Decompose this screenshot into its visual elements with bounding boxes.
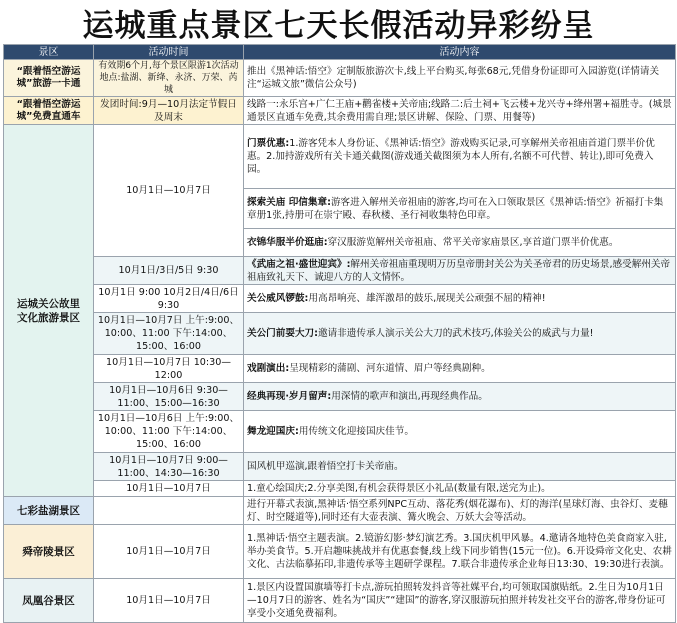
table-row bbox=[4, 481, 676, 497]
content-cell bbox=[244, 125, 676, 189]
header-time: 活动时间 bbox=[94, 45, 244, 60]
time-cell: 10月1日—10月7日 bbox=[94, 125, 244, 257]
table-row bbox=[4, 579, 676, 623]
content-cell bbox=[244, 411, 676, 453]
area-cell: “跟着悟空游运城”旅游一卡通 bbox=[4, 60, 94, 97]
area-cell: “跟着悟空游运城”免费直通车 bbox=[4, 97, 94, 125]
table-row bbox=[4, 125, 676, 189]
area-cell: 凤凰谷景区 bbox=[4, 579, 94, 623]
content-cell: 1.景区内设置国旗墙等打卡点,游玩拍照转发抖音等社媒平台,均可领取国旗贴纸。2.生日为10月1日—10月7日的游客、姓名为“国庆”“建国”的游客,穿汉服游玩拍照并转发社交平台的游客,带身份证可享受小交通免费福利。 bbox=[244, 579, 676, 623]
table-row bbox=[4, 411, 676, 453]
time-cell: 10月1日—10月7日 9:00—11:00、14:30—16:30 bbox=[94, 453, 244, 481]
table-row bbox=[4, 313, 676, 355]
activity-lead: 经典再现·岁月留声: bbox=[247, 391, 332, 402]
time-cell: 10月1日—10月7日 上午:9:00、10:00、11:00 下午:14:00、15:00、16:00 bbox=[94, 313, 244, 355]
activity-lead: 关公门前耍大刀: bbox=[247, 328, 318, 339]
time-cell: 10月1日/3日/5日 9:30 bbox=[94, 257, 244, 285]
time-cell: 10月1日—10月6日 上午:9:00、10:00、11:00 下午:14:00、15:00、16:00 bbox=[94, 411, 244, 453]
content-cell: 1.黑神话·悟空主题表演。2.镜游幻影·梦幻演艺秀。3.国庆机甲风暴。4.邀请各地特色美食商家入驻,举办美食节。5.开启趣味挑战并有优惠套餐,线上线下同步销售(15元一位)。6.开设舜帝文化史、农耕文化、古法临摹拓印,非遗传承等主题研学课程。7.联合非遗传承企业每日13:30、19:30进行表演。 bbox=[244, 525, 676, 579]
time-cell: 10月1日—10月7日 bbox=[94, 579, 244, 623]
content-cell bbox=[244, 257, 676, 285]
activity-text: 用高昂响亮、雄浑激昂的鼓乐,展现关公顽强不屈的精神! bbox=[308, 293, 546, 304]
table-row bbox=[4, 285, 676, 313]
time-cell: 10月1日—10月7日 bbox=[94, 481, 244, 497]
content-cell: 线路一:永乐宫+广仁王庙+鹳雀楼+关帝庙;线路二:后土祠+飞云楼+龙兴寺+绛州署+福胜寺。(城景通景区直通车免费,其余费用需自理;景区讲解、保险、门票、用餐等) bbox=[244, 97, 676, 125]
content-cell bbox=[244, 229, 676, 257]
content-cell bbox=[244, 383, 676, 411]
table-row bbox=[4, 525, 676, 579]
activity-lead: 探索关庙 印信集章: bbox=[247, 196, 331, 208]
header-content: 活动内容 bbox=[244, 45, 676, 60]
table-row bbox=[4, 383, 676, 411]
table-row bbox=[4, 453, 676, 481]
content-cell bbox=[244, 355, 676, 383]
activity-lead: 舞龙迎国庆: bbox=[247, 426, 299, 437]
activity-text: 穿汉服游览解州关帝祖庙、常平关帝家庙景区,享首道门票半价优惠。 bbox=[327, 237, 619, 248]
activity-table bbox=[3, 44, 676, 623]
activity-text: 用深情的歌声和演出,再现经典作品。 bbox=[331, 391, 488, 402]
activity-lead: 衣锦华服半价逛庙: bbox=[247, 237, 328, 248]
time-cell: 有效期6个月,每个景区限游1次活动地点:盐湖、新绛、永济、万荣、芮城 bbox=[94, 60, 244, 97]
table-row bbox=[4, 257, 676, 285]
content-cell: 1.童心绘国庆;2.分享美图,有机会获得景区小礼品(数量有限,送完为止)。 bbox=[244, 481, 676, 497]
content-cell: 推出《黑神话:悟空》定制版旅游次卡,线上平台购买,每张68元,凭借身份证即可入园游览(详情请关注“运城文旅”微信公众号) bbox=[244, 60, 676, 97]
area-cell: 七彩盐湖景区 bbox=[4, 497, 94, 525]
activity-text: 游客进入解州关帝祖庙的游客,均可在入口领取景区《黑神话:悟空》祈福打卡集章册1张,持册可在崇宁殿、春秋楼、圣行祠收集特色印章。 bbox=[247, 196, 664, 221]
table-row bbox=[4, 97, 676, 125]
table-row bbox=[4, 497, 676, 525]
time-cell bbox=[94, 497, 244, 525]
table-row bbox=[4, 60, 676, 97]
activity-lead: 门票优惠: bbox=[247, 138, 290, 149]
activity-text: 解州关帝祖庙重现明万历皇帝册封关公为关圣帝君的历史场景,感受解州关帝祖庙致礼天下、诚迎八方的人文情怀。 bbox=[247, 258, 671, 283]
activity-text: 邀请非遗传承人演示关公大刀的武术技巧,体验关公的威武与力量! bbox=[318, 328, 594, 339]
activity-lead: 《武庙之祖·盛世迎宾》: bbox=[247, 258, 351, 270]
area-cell-guandi: 运城关公故里文化旅游景区 bbox=[4, 125, 94, 497]
content-cell bbox=[244, 313, 676, 355]
time-cell: 10月1日—10月7日 bbox=[94, 525, 244, 579]
time-cell: 10月1日—10月6日 9:30—11:00、15:00—16:30 bbox=[94, 383, 244, 411]
table-header-row bbox=[4, 45, 676, 60]
time-cell: 10月1日 9:00 10月2日/4日/6日 9:30 bbox=[94, 285, 244, 313]
content-cell: 国风机甲巡演,跟着悟空打卡关帝庙。 bbox=[244, 453, 676, 481]
time-cell: 发团时间:9月—10月法定节假日及周末 bbox=[94, 97, 244, 125]
activity-lead: 戏剧演出: bbox=[247, 363, 290, 374]
activity-text: 1.游客凭本人身份证、《黑神话:悟空》游戏购买记录,可享解州关帝祖庙首道门票半价优惠。2.加持游戏所有关卡通关截图(游戏通关截图须为本人所有,名额不可代替、转让),即可免费入园。 bbox=[247, 138, 655, 175]
time-cell: 10月1日—10月7日 10:30—12:00 bbox=[94, 355, 244, 383]
content-cell bbox=[244, 285, 676, 313]
content-cell: 进行开幕式表演,黑神话·悟空系列NPC互动、落花秀(烟花瀑布)、灯的海洋(星球灯海、虫谷灯、麦穗灯、时空隧道等),同时还有大壶表演、篝火晚会、万妖大会等活动。 bbox=[244, 497, 676, 525]
activity-text: 用传统文化迎接国庆佳节。 bbox=[298, 426, 414, 437]
table-row bbox=[4, 355, 676, 383]
page-title: 运城重点景区七天长假活动异彩纷呈 bbox=[82, 7, 595, 44]
area-cell: 舜帝陵景区 bbox=[4, 525, 94, 579]
content-cell bbox=[244, 189, 676, 229]
activity-lead: 关公威风锣鼓: bbox=[247, 293, 309, 304]
activity-text: 呈现精彩的蒲剧、河东道情、眉户等经典剧种。 bbox=[289, 363, 491, 374]
header-area: 景区 bbox=[4, 45, 94, 60]
